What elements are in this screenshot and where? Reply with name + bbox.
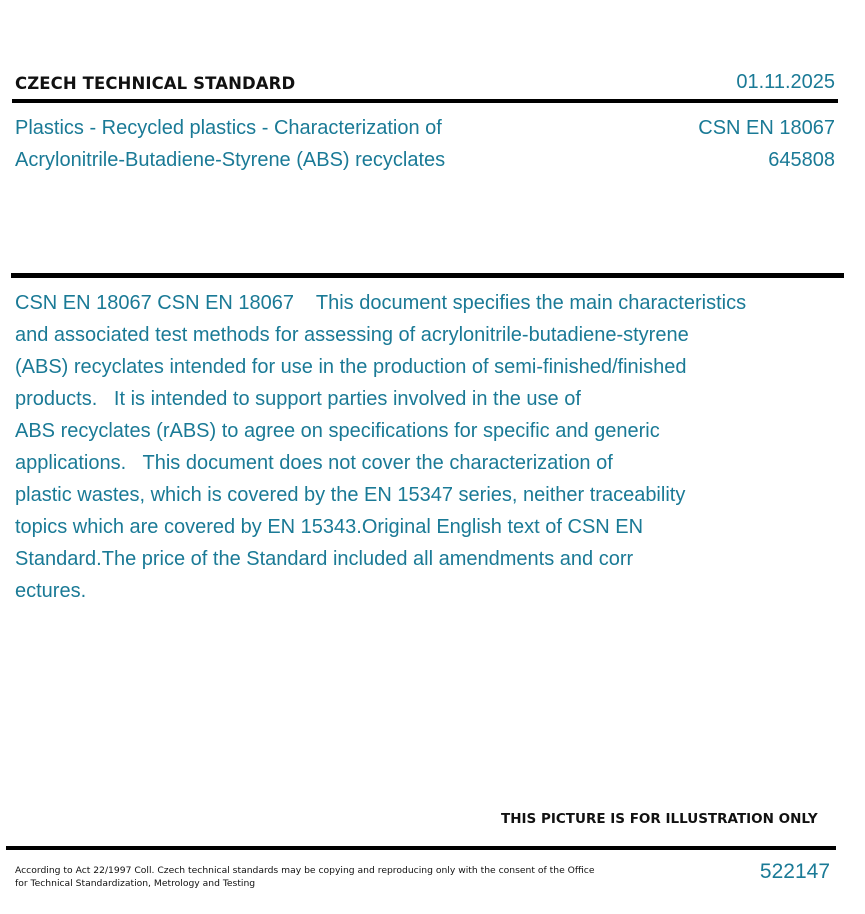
document-type-label: CZECH TECHNICAL STANDARD — [15, 74, 296, 93]
abstract-line: (ABS) recyclates intended for use in the production of semi-finished/finished — [15, 356, 687, 378]
abstract-line: and associated test methods for assessing of acrylonitrile-butadiene-styrene — [15, 324, 689, 346]
legal-notice-line-2: for Technical Standardization, Metrology and Testing — [15, 878, 256, 889]
footer-divider — [6, 846, 836, 850]
abstract-line: products. It is intended to support parties involved in the use of — [15, 388, 581, 410]
abstract-line: topics which are covered by EN 15343.Original English text of CSN EN — [15, 516, 644, 538]
abstract-line: ABS recyclates (rABS) to agree on specifications for specific and generic — [15, 420, 660, 442]
title-divider — [11, 273, 844, 278]
abstract-line: ectures. — [15, 580, 87, 602]
abstract-text — [15, 287, 746, 607]
document-title-line-2: Acrylonitrile-Butadiene-Styrene (ABS) recyclates — [15, 149, 446, 171]
document-title-line-1: Plastics - Recycled plastics - Characterization of — [15, 117, 442, 139]
classification-code: 645808 — [768, 149, 835, 171]
illustration-disclaimer: THIS PICTURE IS FOR ILLUSTRATION ONLY — [501, 811, 818, 827]
legal-notice-line-1: According to Act 22/1997 Coll. Czech technical standards may be copying and reproducing only with the consent of the Office — [15, 865, 595, 876]
publication-date: 01.11.2025 — [736, 71, 835, 93]
abstract-line: CSN EN 18067 CSN EN 18067 This document specifies the main characteristics — [15, 292, 747, 314]
legal-notice — [15, 864, 615, 890]
footer-code: 522147 — [759, 860, 830, 883]
abstract-line: applications. This document does not cover the characterization of — [15, 452, 613, 474]
abstract-line: plastic wastes, which is covered by the EN 15347 series, neither traceability — [15, 484, 686, 506]
header-divider — [12, 99, 838, 103]
abstract-line: Standard.The price of the Standard included all amendments and corr — [15, 548, 634, 570]
standard-number: CSN EN 18067 — [698, 117, 835, 139]
